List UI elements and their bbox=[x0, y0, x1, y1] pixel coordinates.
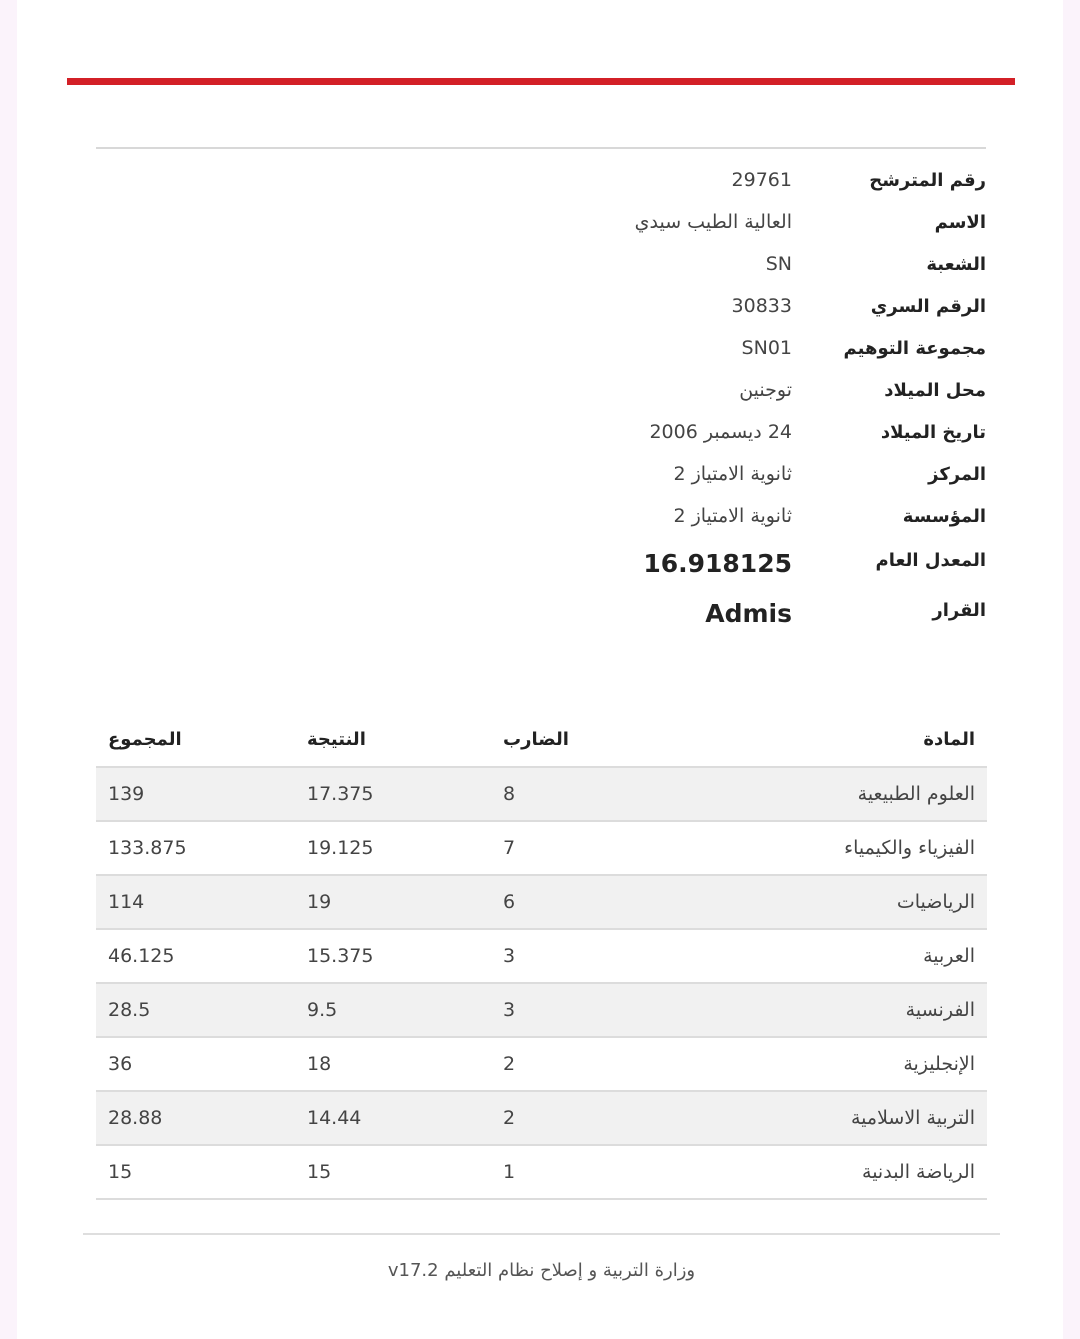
score-cell bbox=[295, 929, 491, 983]
score-cell bbox=[295, 1037, 491, 1091]
score-cell bbox=[295, 1091, 491, 1145]
header-accent-bar bbox=[67, 78, 1015, 85]
info-label: مجموعة التوهيم bbox=[843, 338, 986, 359]
top-divider bbox=[96, 147, 986, 149]
coefficient-value: 1 bbox=[503, 1161, 516, 1183]
info-row-institution bbox=[96, 498, 986, 540]
total-value: 139 bbox=[108, 783, 145, 805]
info-label: الرقم السري bbox=[870, 296, 986, 317]
average-value: 16.918125 bbox=[643, 549, 792, 578]
total-cell bbox=[96, 929, 295, 983]
coefficient-value: 3 bbox=[503, 999, 516, 1021]
coefficient-cell bbox=[491, 1145, 674, 1199]
score-value: 19.125 bbox=[307, 837, 374, 859]
info-label: الشعبة bbox=[926, 254, 986, 275]
average-label: المعدل العام bbox=[875, 550, 986, 571]
coefficient-value: 3 bbox=[503, 945, 516, 967]
subject-cell: العربية bbox=[674, 929, 987, 983]
total-cell bbox=[96, 767, 295, 821]
coefficient-value: 2 bbox=[503, 1053, 516, 1075]
info-value: 29761 bbox=[731, 169, 792, 191]
score-value: 19 bbox=[307, 891, 332, 913]
score-cell bbox=[295, 1145, 491, 1199]
total-cell bbox=[96, 1091, 295, 1145]
info-value: 24 ديسمبر 2006 bbox=[649, 421, 792, 443]
table-row bbox=[96, 929, 987, 983]
info-row-group bbox=[96, 330, 986, 372]
coefficient-cell bbox=[491, 1037, 674, 1091]
subject-cell: الفيزياء والكيمياء bbox=[674, 821, 987, 875]
score-cell bbox=[295, 875, 491, 929]
info-row-average bbox=[96, 540, 986, 590]
decision-label: القرار bbox=[932, 600, 986, 621]
table-row bbox=[96, 1091, 987, 1145]
coefficient-value: 6 bbox=[503, 891, 516, 913]
coefficient-value: 8 bbox=[503, 783, 516, 805]
info-label: المركز bbox=[928, 464, 986, 485]
info-label: المؤسسة bbox=[902, 506, 986, 527]
score-value: 18 bbox=[307, 1053, 332, 1075]
footer-text: وزارة التربية و إصلاح نظام التعليم v17.2 bbox=[387, 1260, 696, 1281]
table-row bbox=[96, 821, 987, 875]
header-total: المجموع bbox=[96, 712, 295, 767]
table-header-row bbox=[96, 712, 987, 767]
score-cell bbox=[295, 767, 491, 821]
total-value: 15 bbox=[108, 1161, 133, 1183]
candidate-info bbox=[96, 162, 986, 640]
total-value: 114 bbox=[108, 891, 145, 913]
info-row-candidate-number bbox=[96, 162, 986, 204]
decision-value: Admis bbox=[705, 599, 792, 628]
total-value: 28.5 bbox=[108, 999, 151, 1021]
coefficient-value: 2 bbox=[503, 1107, 516, 1129]
total-cell bbox=[96, 983, 295, 1037]
score-cell bbox=[295, 983, 491, 1037]
header-coefficient: الضارب bbox=[491, 712, 674, 767]
info-row-branch bbox=[96, 246, 986, 288]
info-label: الاسم bbox=[934, 212, 986, 233]
table-row bbox=[96, 1037, 987, 1091]
header-subject: المادة bbox=[674, 712, 987, 767]
total-value: 28.88 bbox=[108, 1107, 163, 1129]
total-cell bbox=[96, 1145, 295, 1199]
result-card bbox=[17, 0, 1063, 1339]
subject-cell: الرياضيات bbox=[674, 875, 987, 929]
info-row-birthdate bbox=[96, 414, 986, 456]
coefficient-cell bbox=[491, 929, 674, 983]
footer-divider bbox=[83, 1233, 1000, 1235]
subject-cell: الفرنسية bbox=[674, 983, 987, 1037]
coefficient-value: 7 bbox=[503, 837, 516, 859]
info-row-birthplace bbox=[96, 372, 986, 414]
total-value: 36 bbox=[108, 1053, 133, 1075]
score-cell bbox=[295, 821, 491, 875]
table-row bbox=[96, 875, 987, 929]
grades-table bbox=[96, 712, 987, 1200]
info-label: محل الميلاد bbox=[884, 380, 986, 401]
table-row bbox=[96, 983, 987, 1037]
table-row bbox=[96, 1145, 987, 1199]
info-row-secret-number bbox=[96, 288, 986, 330]
info-row-decision bbox=[96, 590, 986, 640]
info-value: توجنين bbox=[739, 379, 792, 401]
info-label: تاريخ الميلاد bbox=[880, 422, 986, 443]
info-value: 30833 bbox=[731, 295, 792, 317]
coefficient-cell bbox=[491, 1091, 674, 1145]
info-value: SN01 bbox=[741, 337, 792, 359]
total-value: 133.875 bbox=[108, 837, 187, 859]
coefficient-cell bbox=[491, 821, 674, 875]
total-cell bbox=[96, 1037, 295, 1091]
table-row bbox=[96, 767, 987, 821]
coefficient-cell bbox=[491, 875, 674, 929]
header-score: النتيجة bbox=[295, 712, 491, 767]
score-value: 15 bbox=[307, 1161, 332, 1183]
subject-cell: الرياضة البدنية bbox=[674, 1145, 987, 1199]
subject-cell: التربية الاسلامية bbox=[674, 1091, 987, 1145]
score-value: 14.44 bbox=[307, 1107, 362, 1129]
info-row-center bbox=[96, 456, 986, 498]
info-value: ثانوية الامتياز 2 bbox=[673, 463, 792, 485]
info-label: رقم المترشح bbox=[869, 170, 986, 191]
score-value: 15.375 bbox=[307, 945, 374, 967]
coefficient-cell bbox=[491, 983, 674, 1037]
score-value: 17.375 bbox=[307, 783, 374, 805]
coefficient-cell bbox=[491, 767, 674, 821]
info-value: ثانوية الامتياز 2 bbox=[673, 505, 792, 527]
total-cell bbox=[96, 875, 295, 929]
subject-cell: العلوم الطبيعية bbox=[674, 767, 987, 821]
total-cell bbox=[96, 821, 295, 875]
info-row-name bbox=[96, 204, 986, 246]
total-value: 46.125 bbox=[108, 945, 175, 967]
score-value: 9.5 bbox=[307, 999, 338, 1021]
subject-cell: الإنجليزية bbox=[674, 1037, 987, 1091]
info-value: SN bbox=[765, 253, 792, 275]
info-value: العالية الطيب سيدي bbox=[634, 211, 792, 233]
